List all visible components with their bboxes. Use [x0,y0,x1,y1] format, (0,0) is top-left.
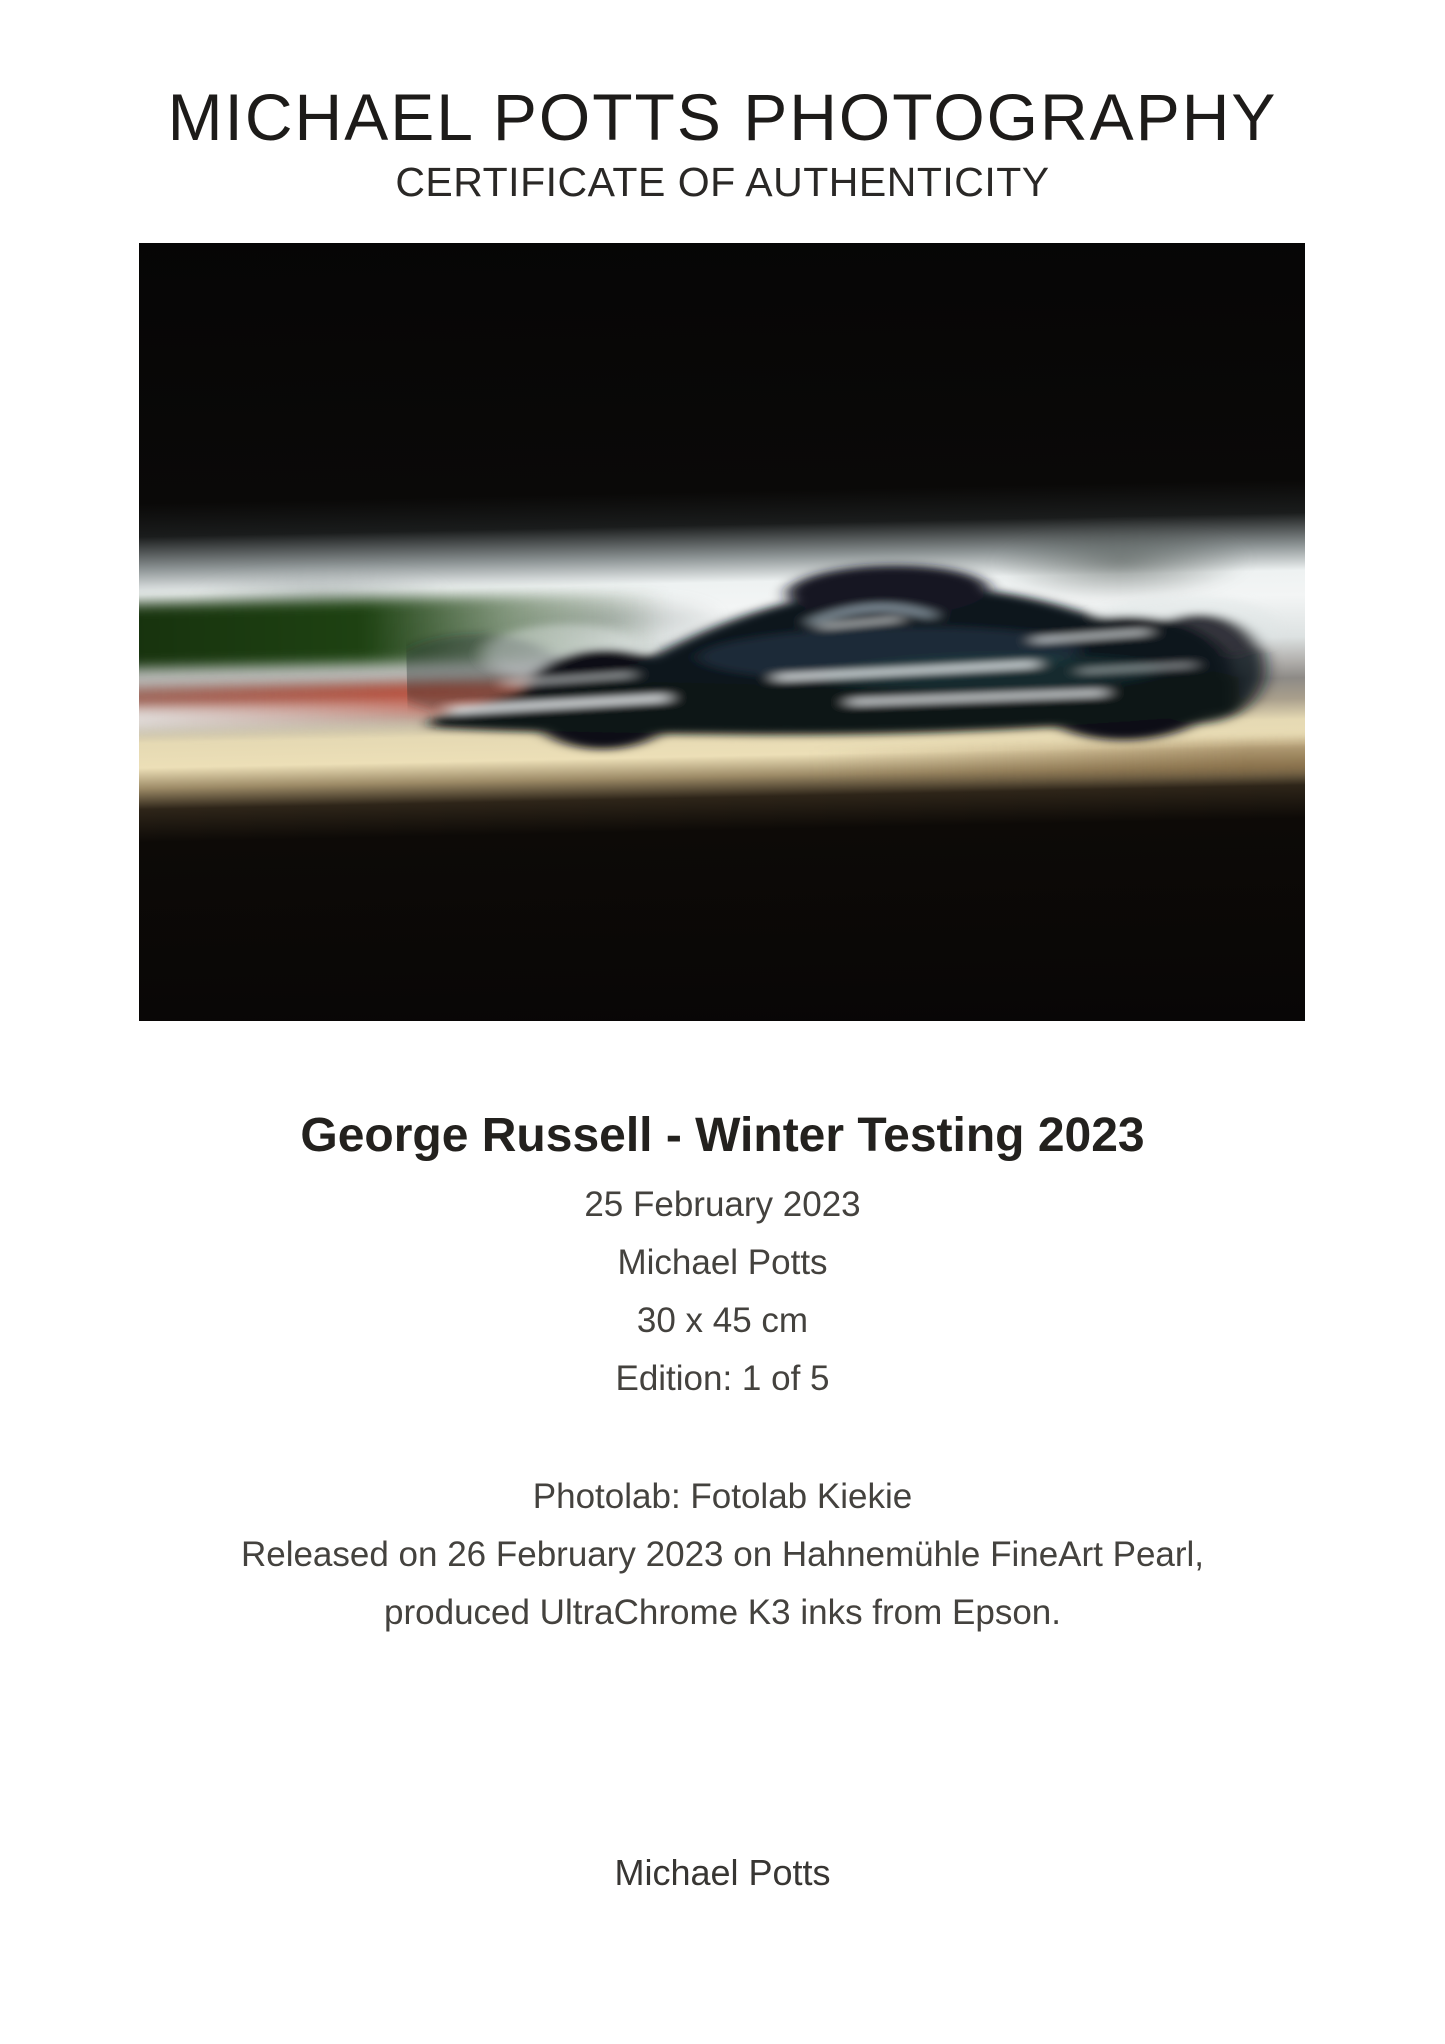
artwork-photo [139,243,1305,1021]
artwork-date: 25 February 2023 [584,1185,861,1224]
signature-name: Michael Potts [614,1852,831,1893]
artwork-size: 30 x 45 cm [636,1301,809,1340]
studio-title: MICHAEL POTTS PHOTOGRAPHY [167,80,1278,154]
artwork-title: George Russell - Winter Testing 2023 [300,1109,1145,1162]
f1-car-illustration [404,517,1305,775]
release-line: Released on 26 February 2023 on Hahnemühle FineArt Pearl, [240,1535,1205,1574]
inks-line: produced UltraChrome K3 inks from Epson. [384,1593,1061,1632]
artwork-details [0,1176,1445,1408]
production-details [0,1468,1445,1642]
artwork-edition: Edition: 1 of 5 [615,1359,830,1398]
certificate-subtitle: CERTIFICATE OF AUTHENTICITY [395,159,1050,205]
photo-background [139,243,1305,1021]
photolab-line: Photolab: Fotolab Kiekie [532,1477,913,1516]
artwork-photographer: Michael Potts [617,1243,828,1282]
